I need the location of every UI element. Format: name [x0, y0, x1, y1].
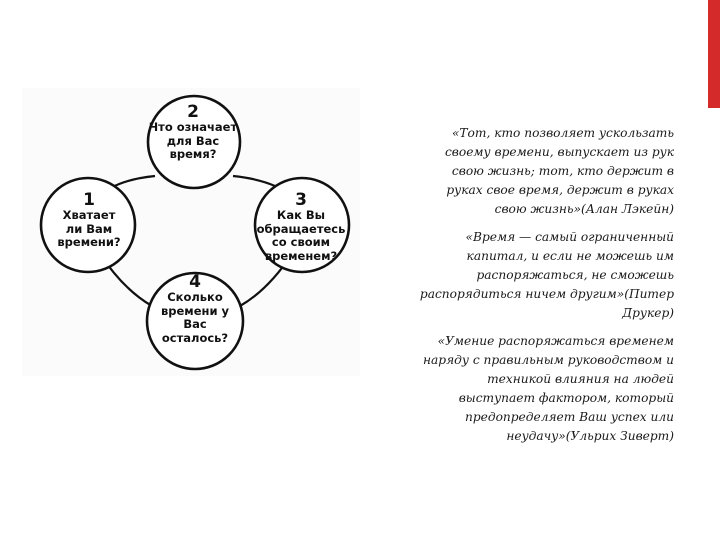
- node-1: [40, 192, 138, 250]
- node-2-question: Что означает для Вас время?: [148, 120, 238, 161]
- quote-drucker: «Время — самый ограниченный капитал, и если не можешь им распоряжаться, не сможешь распорядиться ничем другим»(Питер Друкер): [419, 230, 674, 320]
- node-3: [252, 192, 350, 263]
- quote-siewert: «Умение распоряжаться временем наряду с правильным руководством и техникой влияния на людей выступает фактором, который предопределяет Ваш успех или неудачу»(Ульрих Зиверт): [422, 334, 674, 443]
- node-2-number: 2: [187, 102, 199, 122]
- quotes-block: [414, 124, 674, 455]
- accent-bar: [708, 0, 720, 108]
- quote-lakein: «Тот, кто позволяет ускользать своему времени, выпускает из рук свою жизнь; тот, кто держит в руках свое время, держит в руках свою жизнь»(Алан Лэкейн): [444, 126, 674, 216]
- node-3-number: 3: [295, 190, 307, 210]
- node-3-question: Как Вы обращаетесь со своим временем?: [256, 208, 346, 263]
- node-4: [146, 274, 244, 345]
- node-1-number: 1: [83, 190, 95, 210]
- node-2: [140, 104, 246, 162]
- time-management-cycle-diagram: [22, 88, 360, 376]
- node-4-number: 4: [189, 272, 201, 292]
- node-1-question: Хватает ли Вам времени?: [57, 208, 121, 249]
- node-4-question: Сколько времени у Вас осталось?: [160, 290, 229, 345]
